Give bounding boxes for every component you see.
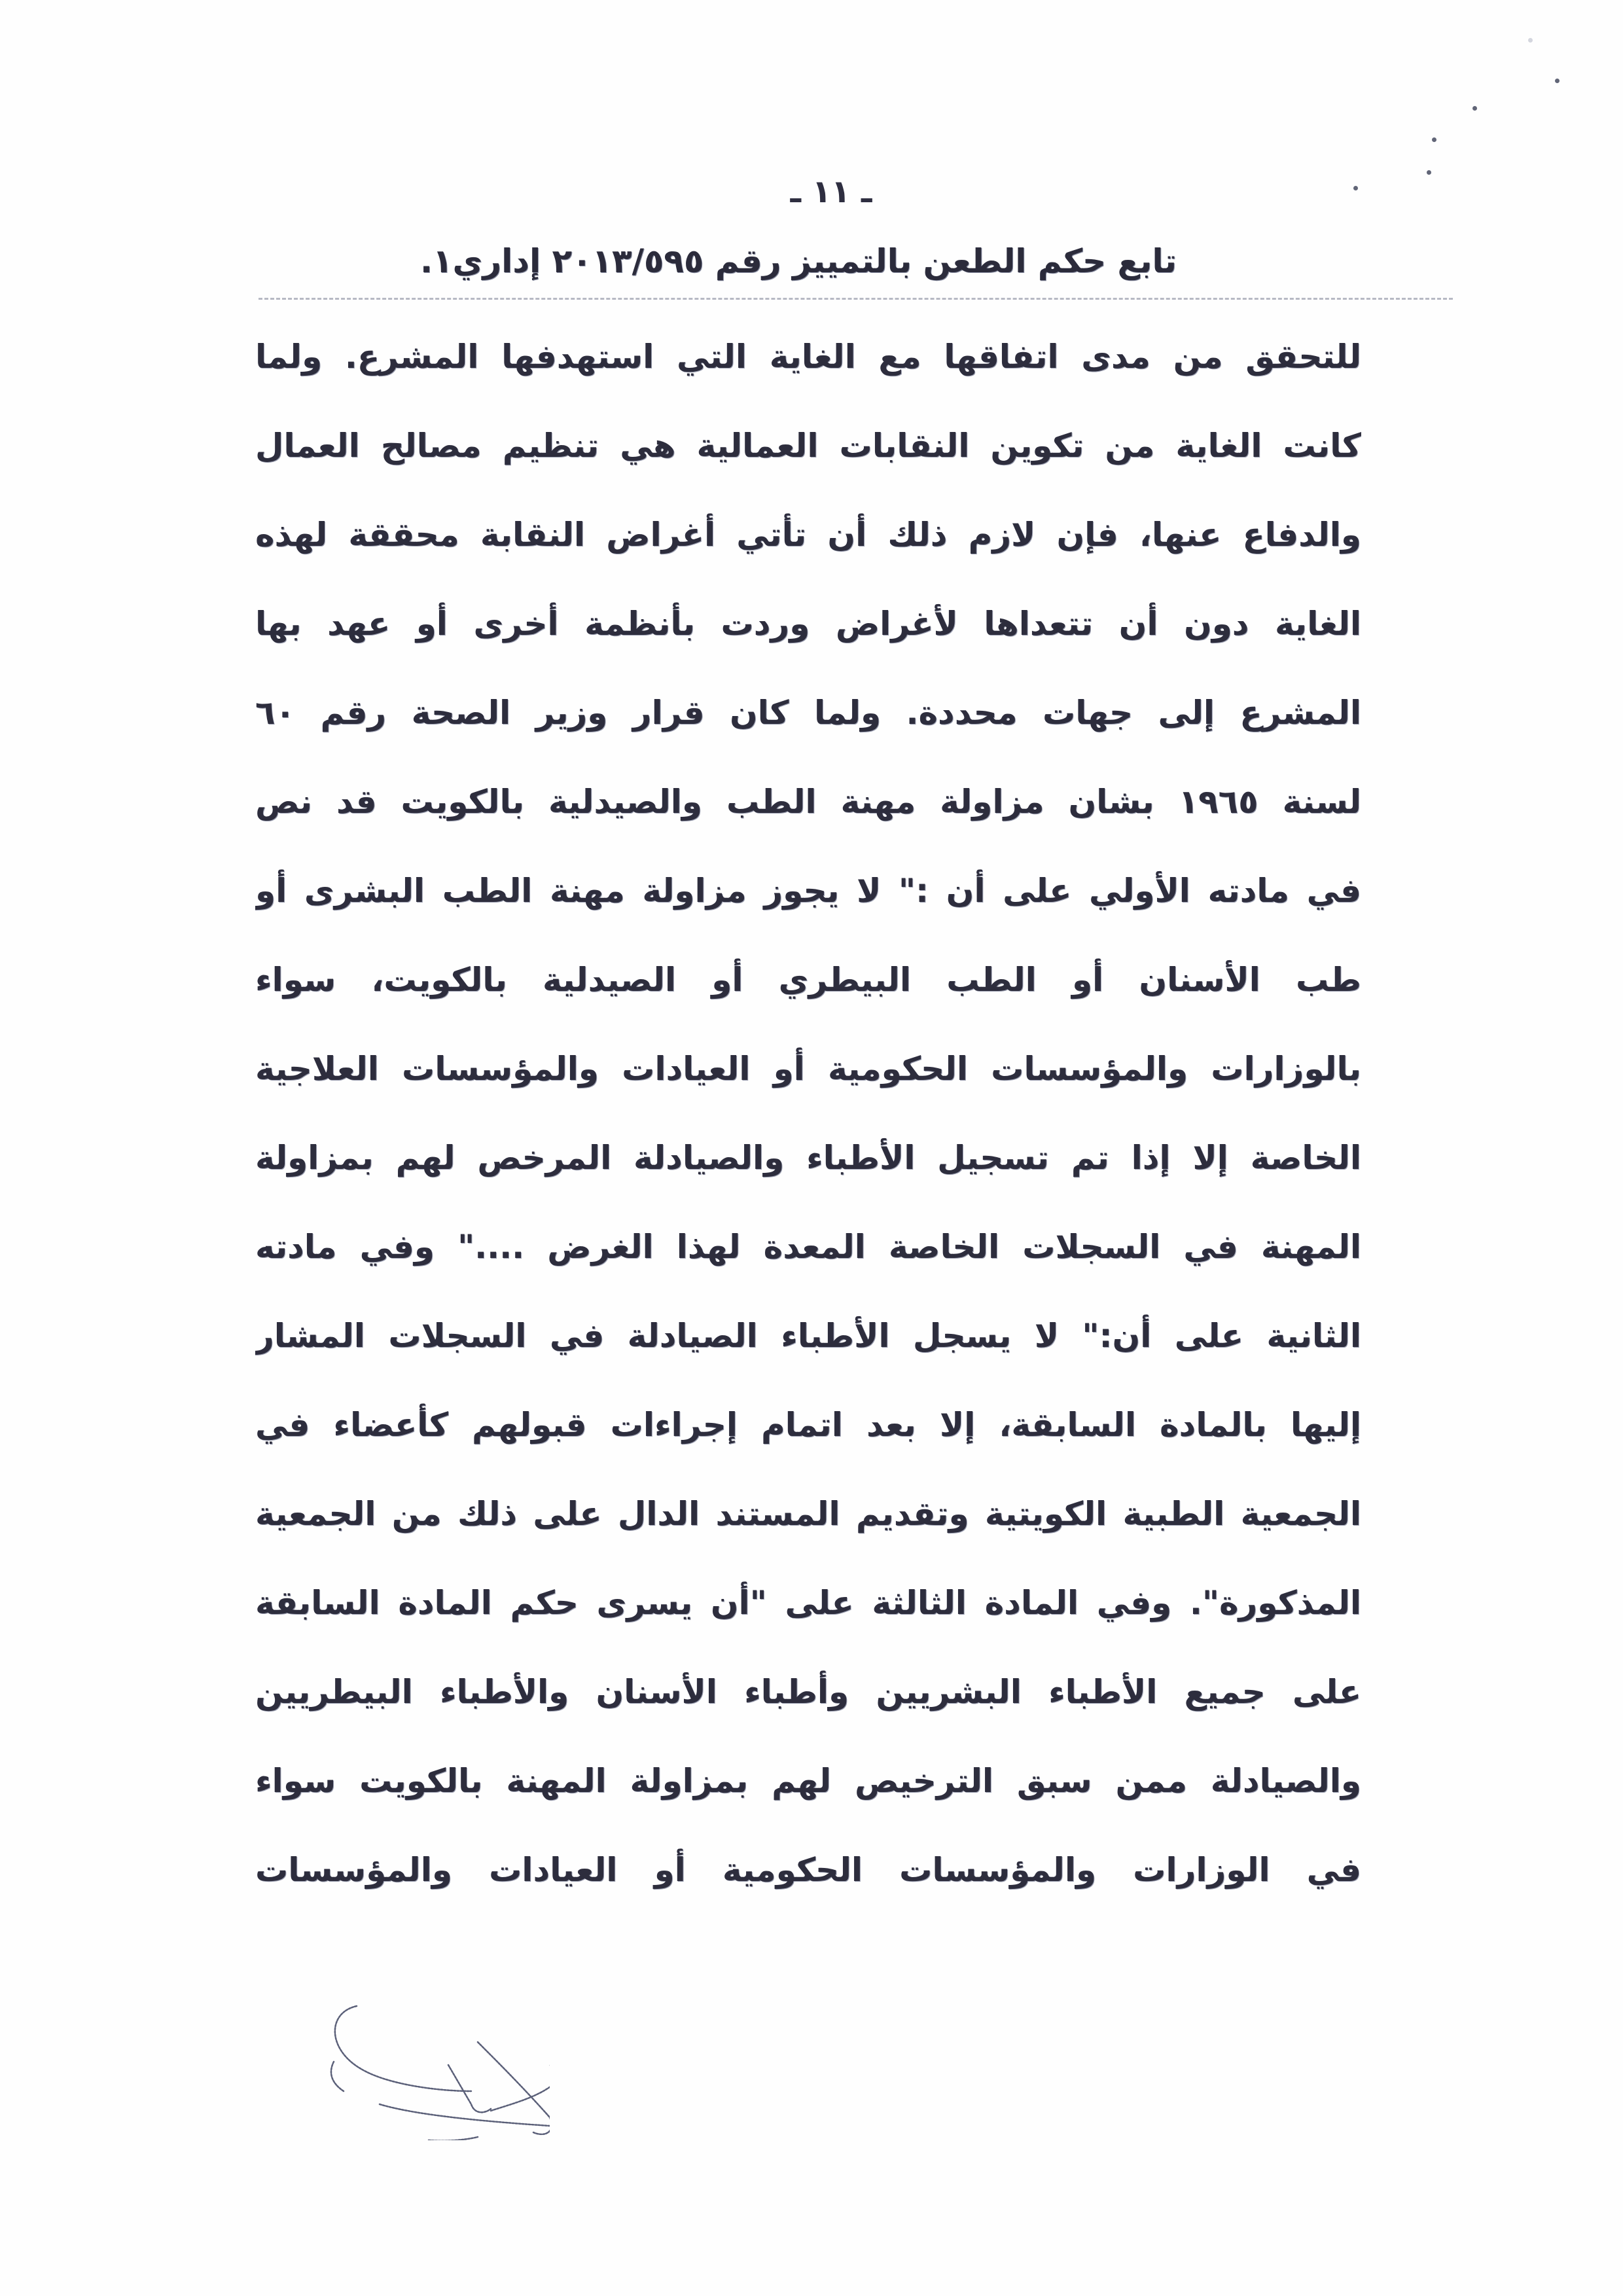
body-line: المهنة في السجلات الخاصة المعدة لهذا الغرض ...." وفي مادته (255, 1228, 1361, 1266)
body-line: طب الأسنان أو الطب البيطري أو الصيدلية بالكويت، سواء (255, 961, 1361, 999)
body-line: المذكورة". وفي المادة الثالثة على "أن يسرى حكم المادة السابقة (255, 1584, 1361, 1622)
judgment-header: تابع حكم الطعن بالتمييز رقم ٢٠١٣/٥٩٥ إداري١. (420, 242, 1177, 280)
body-line: في الوزارات والمؤسسات الحكومية أو العيادات والمؤسسات (255, 1851, 1361, 1889)
header-separator (259, 298, 1453, 300)
body-line: على جميع الأطباء البشريين وأطباء الأسنان والأطباء البيطريين (255, 1673, 1361, 1711)
body-line: والدفاع عنها، فإن لازم ذلك أن تأتي أغراض النقابة محققة لهذه (255, 516, 1361, 554)
scan-speck (1353, 186, 1358, 190)
body-line: إليها بالمادة السابقة، إلا بعد اتمام إجراءات قبولهم كأعضاء في (255, 1406, 1361, 1444)
body-line: كانت الغاية من تكوين النقابات العمالية هي تنظيم مصالح العمال (255, 427, 1361, 465)
body-line: والصيادلة ممن سبق الترخيص لهم بمزاولة المهنة بالكويت سواء (255, 1762, 1361, 1800)
body-line: بالوزارات والمؤسسات الحكومية أو العيادات والمؤسسات العلاجية (255, 1050, 1361, 1088)
scan-speck (1472, 106, 1477, 111)
scan-speck (1427, 170, 1431, 175)
body-line: الغاية دون أن تتعداها لأغراض وردت بأنظمة أخرى أو عهد بها (255, 605, 1361, 643)
body-line: الثانية على أن:" لا يسجل الأطباء الصيادلة في السجلات المشار (255, 1317, 1361, 1355)
body-line: لسنة ١٩٦٥ بشان مزاولة مهنة الطب والصيدلية بالكويت قد نص (255, 783, 1361, 821)
body-line: في مادته الأولي على أن :" لا يجوز مزاولة مهنة الطب البشرى أو (255, 872, 1361, 910)
body-line: الجمعية الطبية الكويتية وتقديم المستند الدال على ذلك من الجمعية (255, 1495, 1361, 1533)
page-number: ـ ١١ ـ (790, 173, 872, 210)
body-line: للتحقق من مدى اتفاقها مع الغاية التي استهدفها المشرع. ولما (255, 338, 1361, 376)
scan-speck (1555, 79, 1560, 83)
body-line: الخاصة إلا إذا تم تسجيل الأطباء والصيادلة المرخص لهم بمزاولة (255, 1139, 1361, 1177)
scan-speck (1432, 137, 1436, 142)
scan-speck (1528, 38, 1533, 43)
signature-icon (288, 1957, 550, 2140)
judgment-body (255, 331, 1361, 1933)
body-line: المشرع إلى جهات محددة. ولما كان قرار وزير الصحة رقم ٦٠ (255, 694, 1361, 732)
